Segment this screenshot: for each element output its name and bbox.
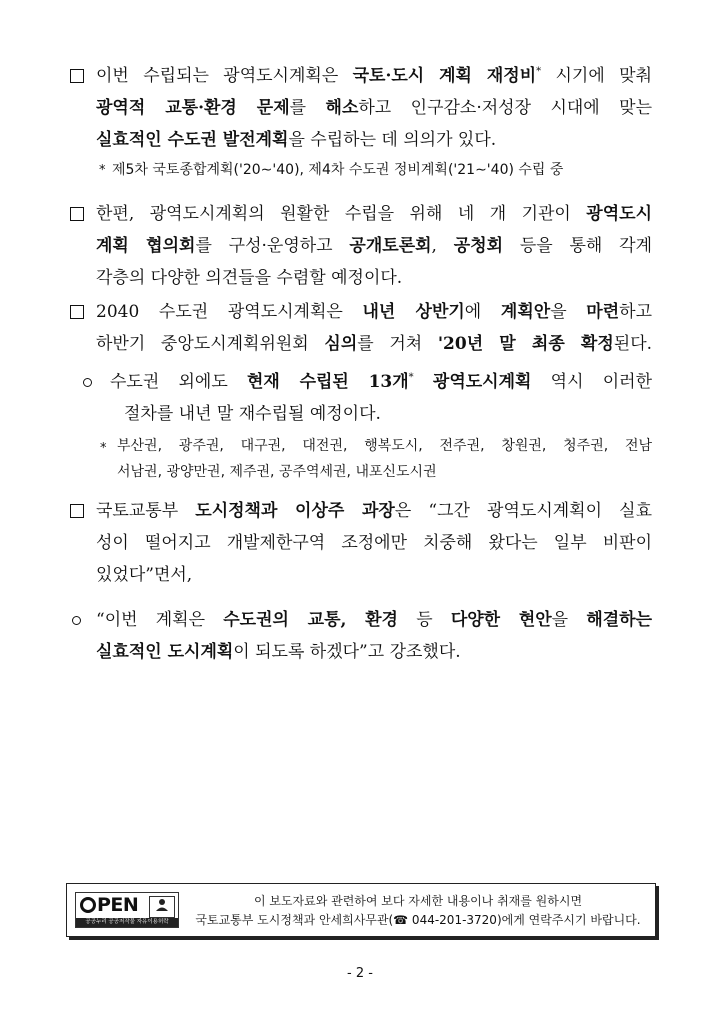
- open-license-logo: [75, 892, 179, 928]
- paragraph-3: [96, 296, 652, 360]
- checkbox-bullet: [70, 207, 84, 221]
- open-logo-o-icon: [80, 897, 96, 913]
- paragraph-1-line-2: 광역적 교통·환경 문제를 해소하고 인구감소·저성장 시대에 맞는: [96, 98, 653, 118]
- contact-line-1: 이 보도자료와 관련하여 보다 자세한 내용이나 취재를 원하시면: [253, 894, 583, 908]
- footnote-1: 제5차 국토종합계획('20∼'40), 제4차 수도권 정비계획('21∼'40) 수립 중: [112, 162, 564, 178]
- footnote-2: [117, 433, 652, 485]
- paragraph-4-line-1: 국토교통부 도시정책과 이상주 과장은 “그간 광역도시계획이 실효: [96, 501, 653, 521]
- circle-bullet: [83, 378, 92, 387]
- contact-line-2: 국토교통부 도시정책과 안세희사무관(☎ 044-201-3720)에게 연락주시기 바랍니다.: [195, 913, 641, 927]
- checkbox-bullet: [70, 504, 84, 518]
- paragraph-4: [96, 495, 652, 591]
- person-icon: [150, 897, 174, 917]
- paragraph-2-line-3: 각층의 다양한 의견들을 수렴할 예정이다.: [96, 268, 403, 288]
- open-logo-text: PEN: [97, 894, 139, 916]
- paragraph-2-line-1: 한편, 광역도시계획의 원활한 수립을 위해 네 개 기관이 광역도시: [96, 204, 652, 224]
- footnote-2-line-2: 서남권, 광양만권, 제주권, 공주역세권, 내포신도시권: [117, 464, 437, 480]
- footnote-marker: *: [99, 163, 106, 178]
- checkbox-bullet: [70, 305, 84, 319]
- paragraph-4-line-2: 성이 떨어지고 개발제한구역 조정에만 치중해 왔다는 일부 비판이: [96, 533, 652, 553]
- paragraph-2: [96, 198, 652, 294]
- paragraph-4-line-3: 있었다”면서,: [96, 565, 193, 585]
- footnote-2-line-1: 부산권, 광주권, 대구권, 대전권, 행복도시, 전주권, 창원권, 청주권, 전남: [117, 438, 652, 454]
- open-logo-subtitle: 공공누리 공공저작물 자유이용허락: [76, 918, 178, 927]
- paragraph-1-line-3: 실효적인 수도권 발전계획을 수립하는 데 의의가 있다.: [96, 130, 497, 150]
- contact-box: [66, 883, 656, 937]
- paragraph-2-line-2: 계획 협의회를 구성·운영하고 공개토론회, 공청회 등을 통해 각계: [96, 236, 653, 256]
- page-number: - 2 -: [347, 966, 373, 981]
- attribution-badge-icon: [149, 896, 175, 918]
- paragraph-3-line-1: 2040 수도권 광역도시계획은 내년 상반기에 계획안을 마련하고: [96, 302, 653, 322]
- paragraph-3-sub-line-2: 절차를 내년 말 재수립될 예정이다.: [124, 404, 381, 424]
- paragraph-5-line-2: 실효적인 도시계획이 되도록 하겠다”고 강조했다.: [96, 642, 461, 662]
- checkbox-bullet: [70, 69, 84, 83]
- paragraph-1: [96, 60, 652, 156]
- paragraph-3-sub-line-1: 수도권 외에도 현재 수립된 13개* 광역도시계획 역시 이러한: [110, 372, 652, 392]
- footnote-marker: *: [100, 441, 107, 456]
- paragraph-3-line-2: 하반기 중앙도시계획위원회 심의를 거쳐 '20년 말 최종 확정된다.: [96, 334, 653, 354]
- paragraph-5: [96, 604, 652, 668]
- paragraph-5-line-1: “이번 계획은 수도권의 교통, 환경 등 다양한 현안을 해결하는: [96, 610, 653, 630]
- circle-bullet: [72, 616, 81, 625]
- paragraph-3-sub: [110, 366, 652, 430]
- paragraph-1-line-1: 이번 수립되는 광역도시계획은 국토·도시 계획 재정비* 시기에 맞춰: [96, 66, 652, 86]
